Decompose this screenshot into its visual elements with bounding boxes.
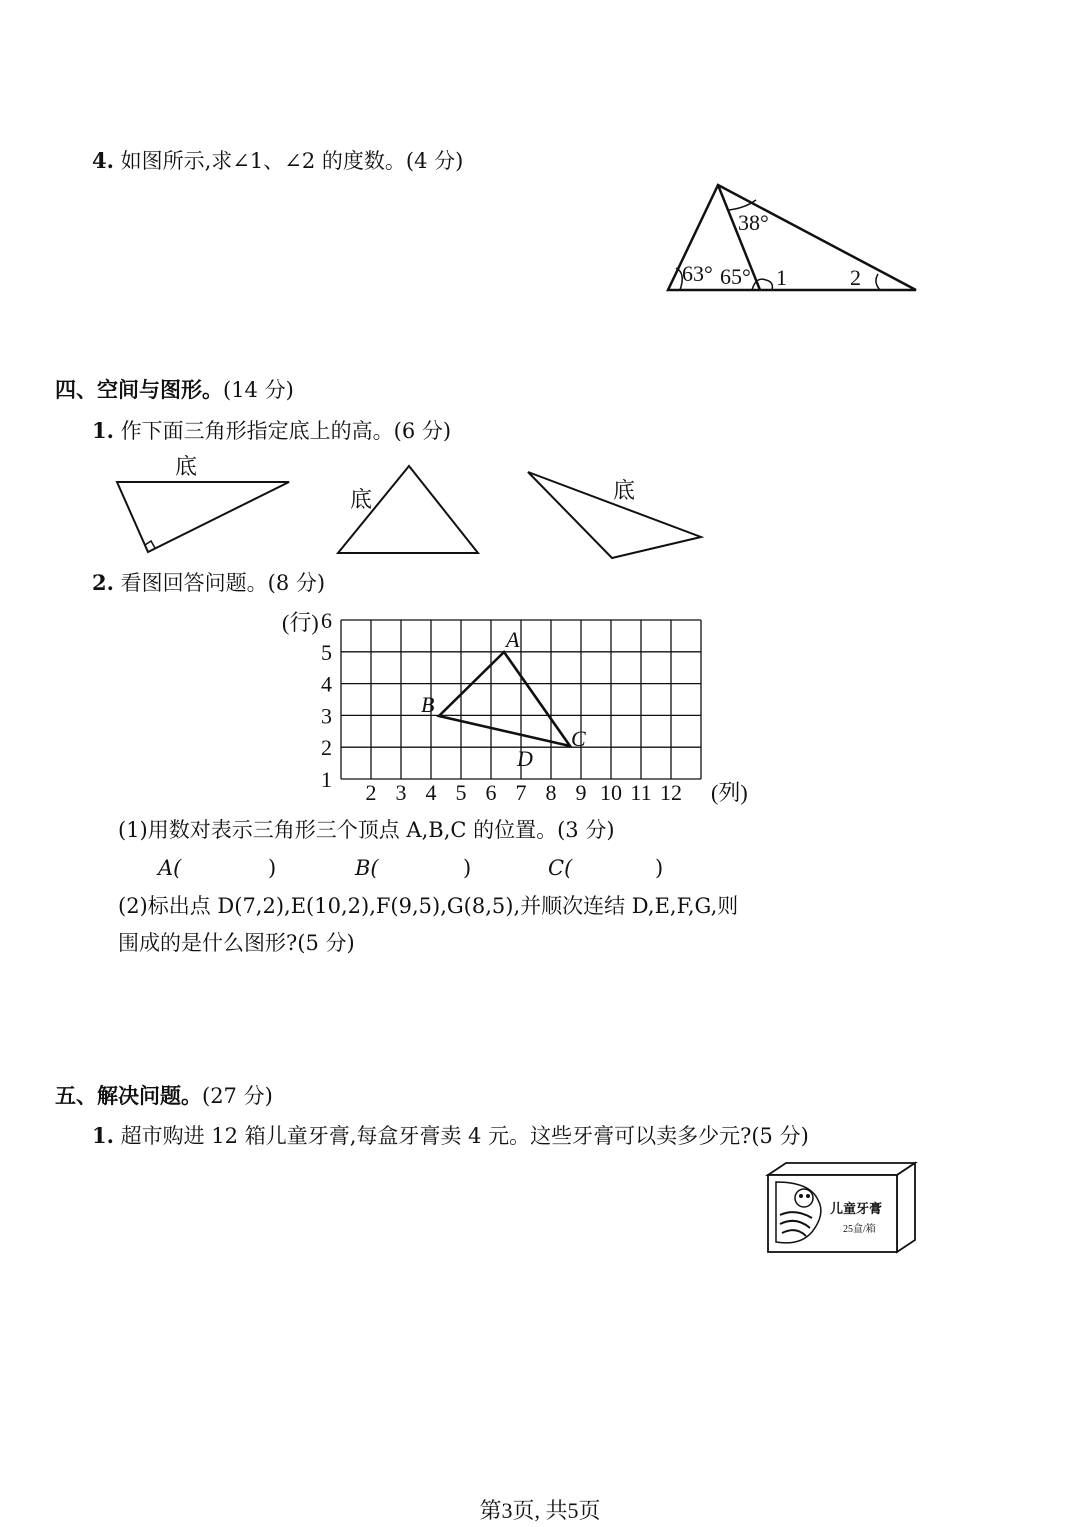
row-tick-label: 2 <box>321 735 332 761</box>
s4-q2-sub2-line2: 围成的是什么图形?(5 分) <box>118 931 355 955</box>
q4-angle-mid: 65° <box>720 264 751 289</box>
row-tick-label: 6 <box>321 608 332 633</box>
col-tick-label: 5 <box>455 780 467 805</box>
col-tick-label: 9 <box>575 780 587 805</box>
box-title: 儿童牙膏 <box>830 1201 883 1216</box>
point-b-label: B <box>421 692 435 717</box>
q4-angle-left: 63° <box>682 261 713 286</box>
q4-label-1: 1 <box>776 265 787 290</box>
row-tick-label: 1 <box>321 767 332 792</box>
col-tick-label: 4 <box>425 780 437 805</box>
s4-base-label-3: 底 <box>613 478 636 503</box>
point-a-label: A <box>506 627 520 652</box>
s5-q1-number: 1. <box>92 1123 114 1148</box>
col-tick-label: 10 <box>600 780 622 805</box>
q4-angle-top: 38° <box>738 210 769 235</box>
s4-q2-sub1: (1)用数对表示三角形三个顶点 A,B,C 的位置。(3 分) <box>118 818 615 842</box>
page-footer: 第3页, 共5页 <box>479 1498 601 1523</box>
section5-title: 五、解决问题。 <box>55 1084 202 1108</box>
row-tick-label: 3 <box>321 703 332 729</box>
box-side-face <box>897 1163 915 1252</box>
s4-q1-number: 1. <box>92 418 114 443</box>
col-tick-label: 3 <box>395 780 407 805</box>
q4-label-2: 2 <box>850 265 861 290</box>
blank-b-close: ) <box>463 856 472 880</box>
s5-q1-text: 超市购进 12 箱儿童牙膏,每盒牙膏卖 4 元。这些牙膏可以卖多少元?(5 分) <box>120 1124 809 1148</box>
box-subtitle: 25盒/箱 <box>843 1224 876 1235</box>
mascot-head-icon <box>795 1189 813 1207</box>
point-d-label: D <box>517 746 533 771</box>
section5-score: (27 分) <box>202 1084 273 1108</box>
q4-number: 4. <box>92 148 114 173</box>
col-tick-label: 2 <box>365 780 377 805</box>
s4-base-label-2: 底 <box>350 487 373 512</box>
blank-c-open: C( <box>548 856 573 880</box>
blank-a-open: A( <box>158 856 182 880</box>
col-tick-label: 8 <box>545 780 557 805</box>
blank-c-close: ) <box>655 856 664 880</box>
col-tick-label: 11 <box>630 780 652 805</box>
blank-b-open: B( <box>355 856 379 880</box>
row-tick-label: 4 <box>321 671 332 697</box>
s4-q1-text: 作下面三角形指定底上的高。(6 分) <box>120 419 452 443</box>
col-tick-label: 7 <box>515 780 527 805</box>
s4-base-label-1: 底 <box>175 454 198 479</box>
s4-q2-text: 看图回答问题。(8 分) <box>120 571 326 595</box>
s4-q2-sub2-line1: (2)标出点 D(7,2),E(10,2),F(9,5),G(8,5),并顺次连结 D,E,F,G,则 <box>118 894 739 918</box>
blank-a-close: ) <box>268 856 277 880</box>
box-top-face <box>768 1163 915 1175</box>
s4-q2-number: 2. <box>92 570 114 595</box>
section4-score: (14 分) <box>223 378 294 402</box>
col-tick-label: 12 <box>660 780 682 805</box>
section4-title: 四、空间与图形。 <box>55 378 223 402</box>
q4-text: 如图所示,求∠1、∠2 的度数。(4 分) <box>120 149 464 173</box>
col-tick-label: 6 <box>485 780 497 805</box>
col-axis-label: (列) <box>711 780 748 805</box>
point-c-label: C <box>571 726 586 751</box>
row-axis-label: (行) <box>282 610 319 635</box>
row-tick-label: 5 <box>321 639 332 665</box>
